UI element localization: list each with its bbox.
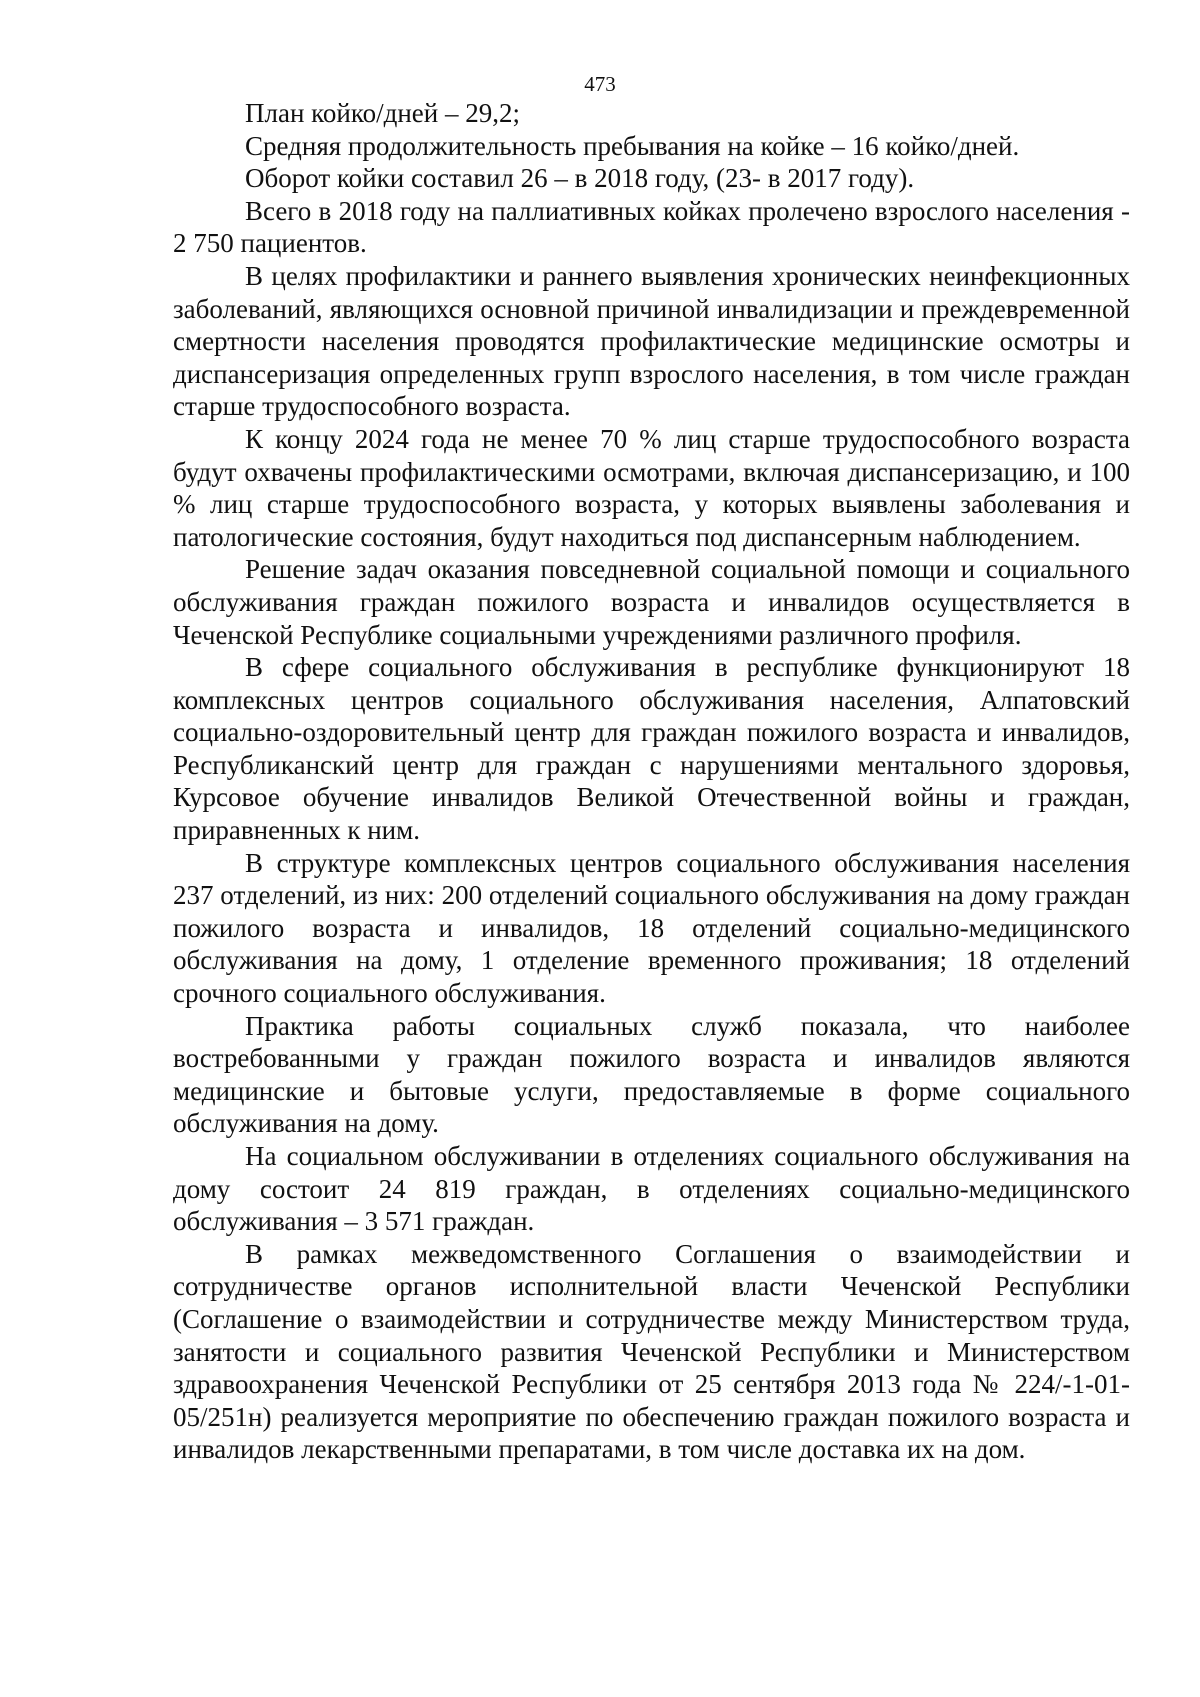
paragraph-palliative-patients: Всего в 2018 году на паллиативных койках пролечено взрослого населения - 2 750 пациентов. (173, 195, 1130, 259)
paragraph-prevention: В целях профилактики и раннего выявления хронических неинфекционных заболеваний, являющихся основной причиной инвалидизации и преждевременной смертности населения проводятся профилактические медицинские осмотры и диспансеризация определенных групп взрослого населения, в том числе граждан старше трудоспособного возраста. (173, 260, 1130, 422)
paragraph-interagency-agreement: В рамках межведомственного Соглашения о взаимодействии и сотрудничестве органов исполнительной власти Чеченской Республики (Соглашение о взаимодействии и сотрудничестве между Министерством труда, занятости и социального развития Чеченской Республики и Министерством здравоохранения Чеченской Республики от 25 сентября 2013 года № 224/-1-01-05/251н) реализуется мероприятие по обеспечению граждан пожилого возраста и инвалидов лекарственными препаратами, в том числе доставка их на дом. (173, 1238, 1130, 1465)
paragraph-average-stay: Средняя продолжительность пребывания на койке – 16 койко/дней. (245, 130, 1020, 161)
paragraph-center-structure: В структуре комплексных центров социального обслуживания населения 237 отделений, из них: 200 отделений социального обслуживания на дому граждан пожилого возраста и инвалидов, 18 отделений социально-медицинского обслуживания на дому, 1 отделение временного проживания; 18 отделений срочного социального обслуживания. (173, 847, 1130, 1009)
page-number: 473 (584, 72, 616, 96)
paragraph-bed-turnover: Оборот койки составил 26 – в 2018 году, (23- в 2017 году). (245, 163, 915, 194)
document-body (173, 97, 1130, 1466)
paragraph-social-assistance: Решение задач оказания повседневной социальной помощи и социального обслуживания граждан пожилого возраста и инвалидов осуществляется в Чеченской Республике социальными учреждениями различного профиля. (173, 554, 1130, 650)
paragraph-social-services-practice: Практика работы социальных служб показала, что наиболее востребованными у граждан пожилого возраста и инвалидов являются медицинские и бытовые услуги, предоставляемые в форме социального обслуживания на дому. (173, 1010, 1130, 1139)
paragraph-bed-days-plan: План койко/дней – 29,2; (245, 98, 520, 128)
paragraph-2024-target: К концу 2024 года не менее 70 % лиц старше трудоспособного возраста будут охвачены профилактическими осмотрами, включая диспансеризацию, и 100 % лиц старше трудоспособного возраста, у которых выявлены заболевания и патологические состояния, будут находиться под диспансерным наблюдением. (173, 423, 1130, 552)
paragraph-social-service-centers: В сфере социального обслуживания в республике функционируют 18 комплексных центров социального обслуживания населения, Алпатовский социально-оздоровительный центр для граждан пожилого возраста и инвалидов, Республиканский центр для граждан с нарушениями ментального здоровья, Курсовое обучение инвалидов Великой Отечественной войны и граждан, приравненных к ним. (173, 652, 1130, 846)
paragraph-home-service-counts: На социальном обслуживании в отделениях социального обслуживания на дому состоит 24 819 граждан, в отделениях социально-медицинского обслуживания – 3 571 граждан. (173, 1141, 1130, 1237)
